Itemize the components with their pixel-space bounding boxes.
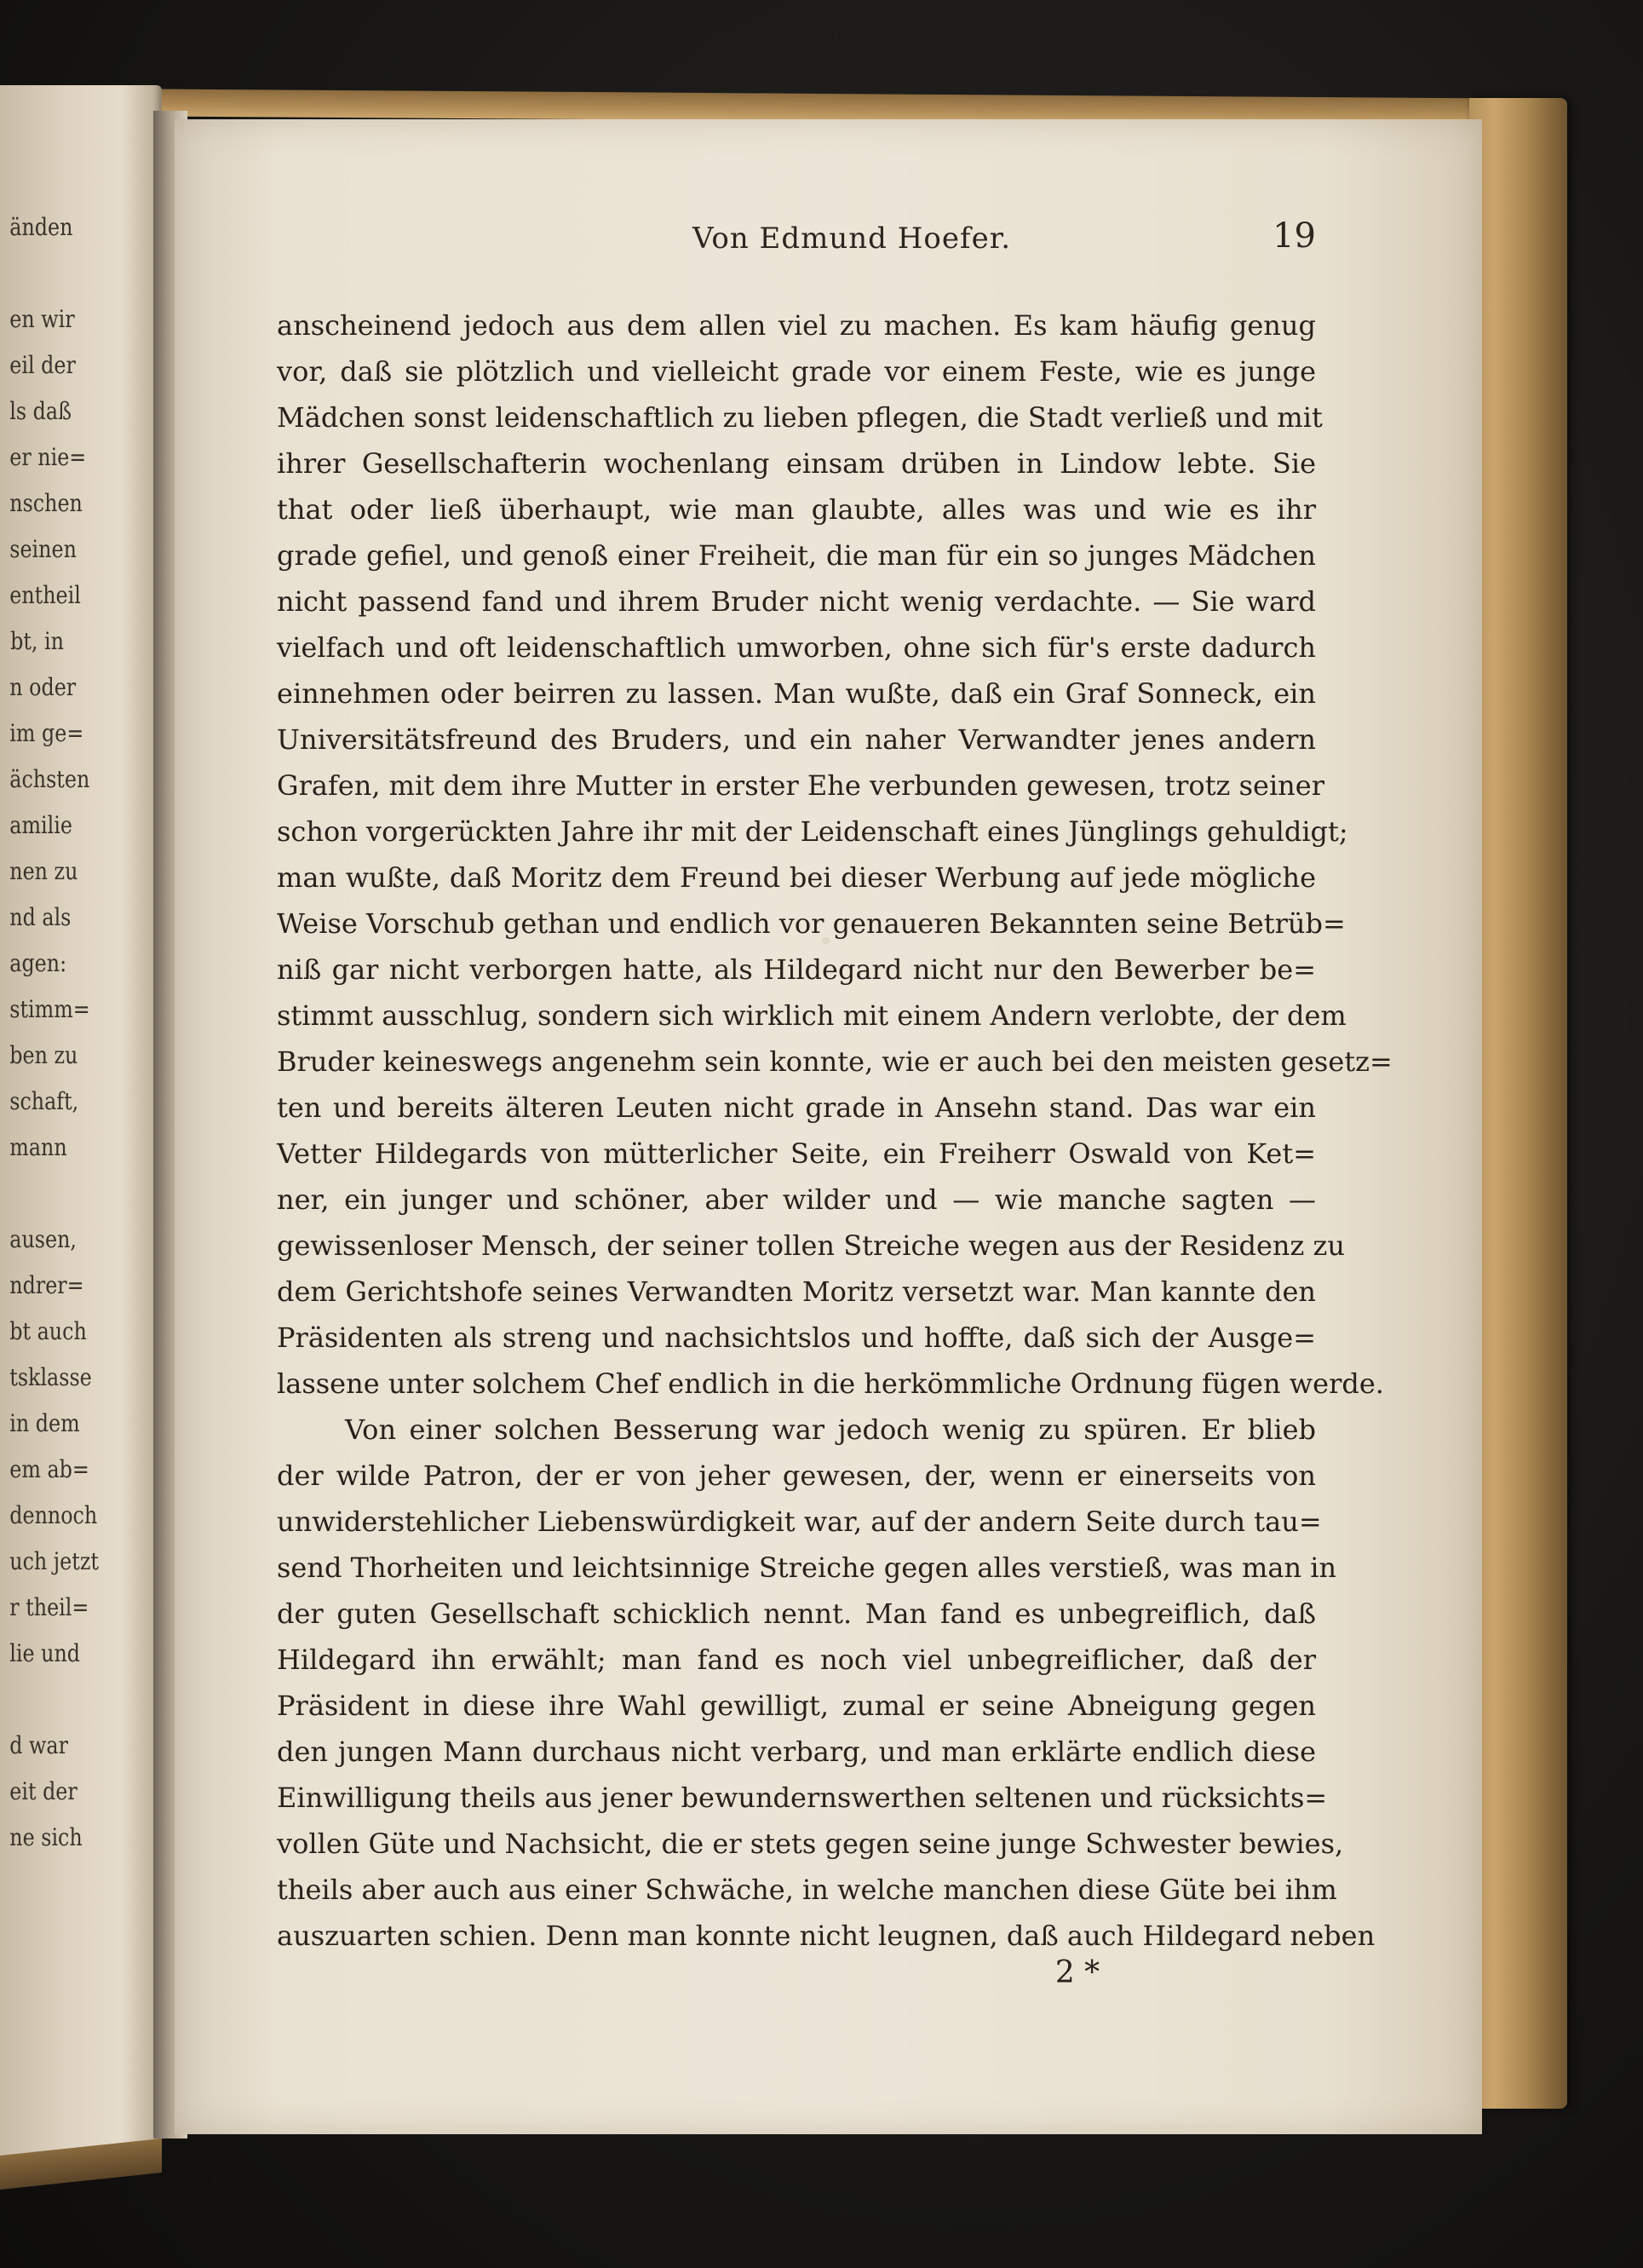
left-page-text-fragment: nschen	[9, 489, 83, 517]
page-number: 19	[1272, 216, 1316, 256]
left-page-text-fragment: lie und	[9, 1639, 81, 1667]
left-page-text-fragment: stimm=	[9, 995, 90, 1023]
left-page-text-fragment: ausen,	[9, 1225, 77, 1253]
right-page	[175, 119, 1482, 2134]
left-page-text-fragment: bt, in	[10, 627, 64, 655]
left-page-text-fragment: änden	[9, 213, 73, 241]
left-page-text-fragment: eil der	[9, 351, 76, 379]
left-page-text-fragment: tsklasse	[9, 1363, 92, 1391]
left-page-text-fragment: schaft,	[9, 1087, 79, 1115]
text-line: vor, daß sie plötzlich und vielleicht grade vor einem Feste, wie es junge	[277, 355, 1316, 388]
text-line: ner, ein junger und schöner, aber wilder und — wie manche sagten —	[277, 1183, 1316, 1216]
left-page-text-fragment: im ge=	[9, 719, 84, 747]
text-line: send Thorheiten und leichtsinnige Streiche gegen alles verstieß, was man in	[277, 1551, 1337, 1584]
book-cover-right-edge	[1469, 98, 1567, 2109]
text-line: lassene unter solchem Chef endlich in die herkömmliche Ordnung fügen werde.	[277, 1367, 1384, 1400]
left-page-text-fragment: ben zu	[9, 1041, 78, 1069]
text-line: anscheinend jedoch aus dem allen viel zu machen. Es kam häufig genug	[277, 309, 1316, 342]
left-page-text-fragment: ndrer=	[9, 1271, 84, 1299]
left-page-text-fragment: em ab=	[9, 1455, 89, 1483]
text-line: dem Gerichtshofe seines Verwandten Moritz versetzt war. Man kannte den	[277, 1275, 1316, 1308]
text-line: Bruder keineswegs angenehm sein konnte, wie er auch bei den meisten gesetz=	[277, 1045, 1393, 1078]
left-page-text-fragment: r theil=	[9, 1593, 89, 1621]
text-line: man wußte, daß Moritz dem Freund bei dieser Werbung auf jede mögliche	[277, 861, 1316, 894]
left-page-text-fragment: ächsten	[9, 765, 90, 793]
text-line: Hildegard ihn erwählt; man fand es noch viel unbegreiflicher, daß der	[277, 1643, 1316, 1676]
left-page-text-fragment: ls daß	[9, 397, 72, 425]
left-page-text-fragment: en wir	[9, 305, 75, 333]
text-line: Mädchen sonst leidenschaftlich zu lieben pflegen, die Stadt verließ und mit	[277, 401, 1323, 434]
text-line: Weise Vorschub gethan und endlich vor genaueren Bekannten seine Betrüb=	[277, 907, 1346, 940]
left-page-text-fragment: d war	[9, 1731, 68, 1759]
text-line: vollen Güte und Nachsicht, die er stets gegen seine junge Schwester bewies,	[277, 1828, 1344, 1860]
left-page-text-fragment: amilie	[9, 811, 72, 839]
text-line: ten und bereits älteren Leuten nicht grade in Ansehn stand. Das war ein	[277, 1091, 1316, 1124]
left-page-text-fragment: in dem	[9, 1409, 80, 1437]
text-line: Grafen, mit dem ihre Mutter in erster Ehe verbunden gewesen, trotz seiner	[277, 769, 1325, 802]
text-line: schon vorgerückten Jahre ihr mit der Leidenschaft eines Jünglings gehuldigt;	[277, 815, 1348, 848]
text-line: einnehmen oder beirren zu lassen. Man wußte, daß ein Graf Sonneck, ein	[277, 677, 1316, 710]
running-head: Von Edmund Hoefer.	[692, 222, 1012, 256]
text-line: theils aber auch aus einer Schwäche, in welche manchen diese Güte bei ihm	[277, 1874, 1337, 1906]
left-page-text-fragment: seinen	[9, 535, 77, 563]
text-line: niß gar nicht verborgen hatte, als Hildegard nicht nur den Bewerber be=	[277, 953, 1316, 986]
left-page-text-fragment: agen:	[9, 949, 67, 977]
left-page-text-fragment: entheil	[9, 581, 81, 609]
left-page-text-fragment: ne sich	[9, 1823, 83, 1851]
text-line: stimmt ausschlug, sondern sich wirklich mit einem Andern verlobte, der dem	[277, 999, 1347, 1032]
text-line: Universitätsfreund des Bruders, und ein naher Verwandter jenes andern	[277, 723, 1316, 756]
text-line: Präsident in diese ihre Wahl gewilligt, zumal er seine Abneigung gegen	[277, 1689, 1316, 1722]
text-line: nicht passend fand und ihrem Bruder nicht wenig verdachte. — Sie ward	[277, 585, 1316, 618]
left-page-text-fragment: nen zu	[9, 857, 78, 885]
left-page-text-fragment: dennoch	[9, 1501, 98, 1529]
text-line: ihrer Gesellschafterin wochenlang einsam drüben in Lindow lebte. Sie	[277, 447, 1316, 480]
text-line: gewissenloser Mensch, der seiner tollen Streiche wegen aus der Residenz zu	[277, 1229, 1345, 1262]
body-text	[277, 302, 1393, 1959]
left-page-text-fragment: er nie=	[9, 443, 87, 471]
text-line: Vetter Hildegards von mütterlicher Seite, ein Freiherr Oswald von Ket=	[277, 1137, 1316, 1170]
left-page-text-fragment: uch jetzt	[9, 1547, 99, 1575]
left-page-text-fragment: mann	[9, 1133, 67, 1161]
left-page-text-fragment: eit der	[9, 1777, 78, 1805]
text-line: Einwilligung theils aus jener bewundernswerthen seltenen und rücksichts=	[277, 1782, 1328, 1814]
signature-mark: 2 *	[1054, 1955, 1100, 1990]
text-line: vielfach und oft leidenschaftlich umworben, ohne sich für's erste dadurch	[277, 631, 1316, 664]
text-line: der guten Gesellschaft schicklich nennt. Man fand es unbegreiflich, daß	[277, 1597, 1316, 1630]
left-page-text-fragment: bt auch	[9, 1317, 87, 1345]
text-line: Von einer solchen Besserung war jedoch wenig zu spüren. Er blieb	[345, 1413, 1316, 1446]
text-line: that oder ließ überhaupt, wie man glaubte, alles was und wie es ihr	[277, 493, 1316, 526]
text-line: der wilde Patron, der er von jeher gewesen, der, wenn er einerseits von	[277, 1459, 1316, 1492]
text-line: auszuarten schien. Denn man konnte nicht leugnen, daß auch Hildegard neben	[277, 1920, 1376, 1952]
left-page-text-fragment: nd als	[9, 903, 72, 931]
text-line: grade gefiel, und genoß einer Freiheit, die man für ein so junges Mädchen	[277, 539, 1316, 572]
left-page-text-fragment: n oder	[9, 673, 77, 701]
page-header	[175, 216, 1482, 273]
text-line: Präsidenten als streng und nachsichtslos und hoffte, daß sich der Ausge=	[277, 1321, 1316, 1354]
text-line: den jungen Mann durchaus nicht verbarg, und man erklärte endlich diese	[277, 1736, 1316, 1768]
left-page	[0, 85, 162, 2156]
text-line: unwiderstehlicher Liebenswürdigkeit war, auf der andern Seite durch tau=	[277, 1505, 1322, 1538]
